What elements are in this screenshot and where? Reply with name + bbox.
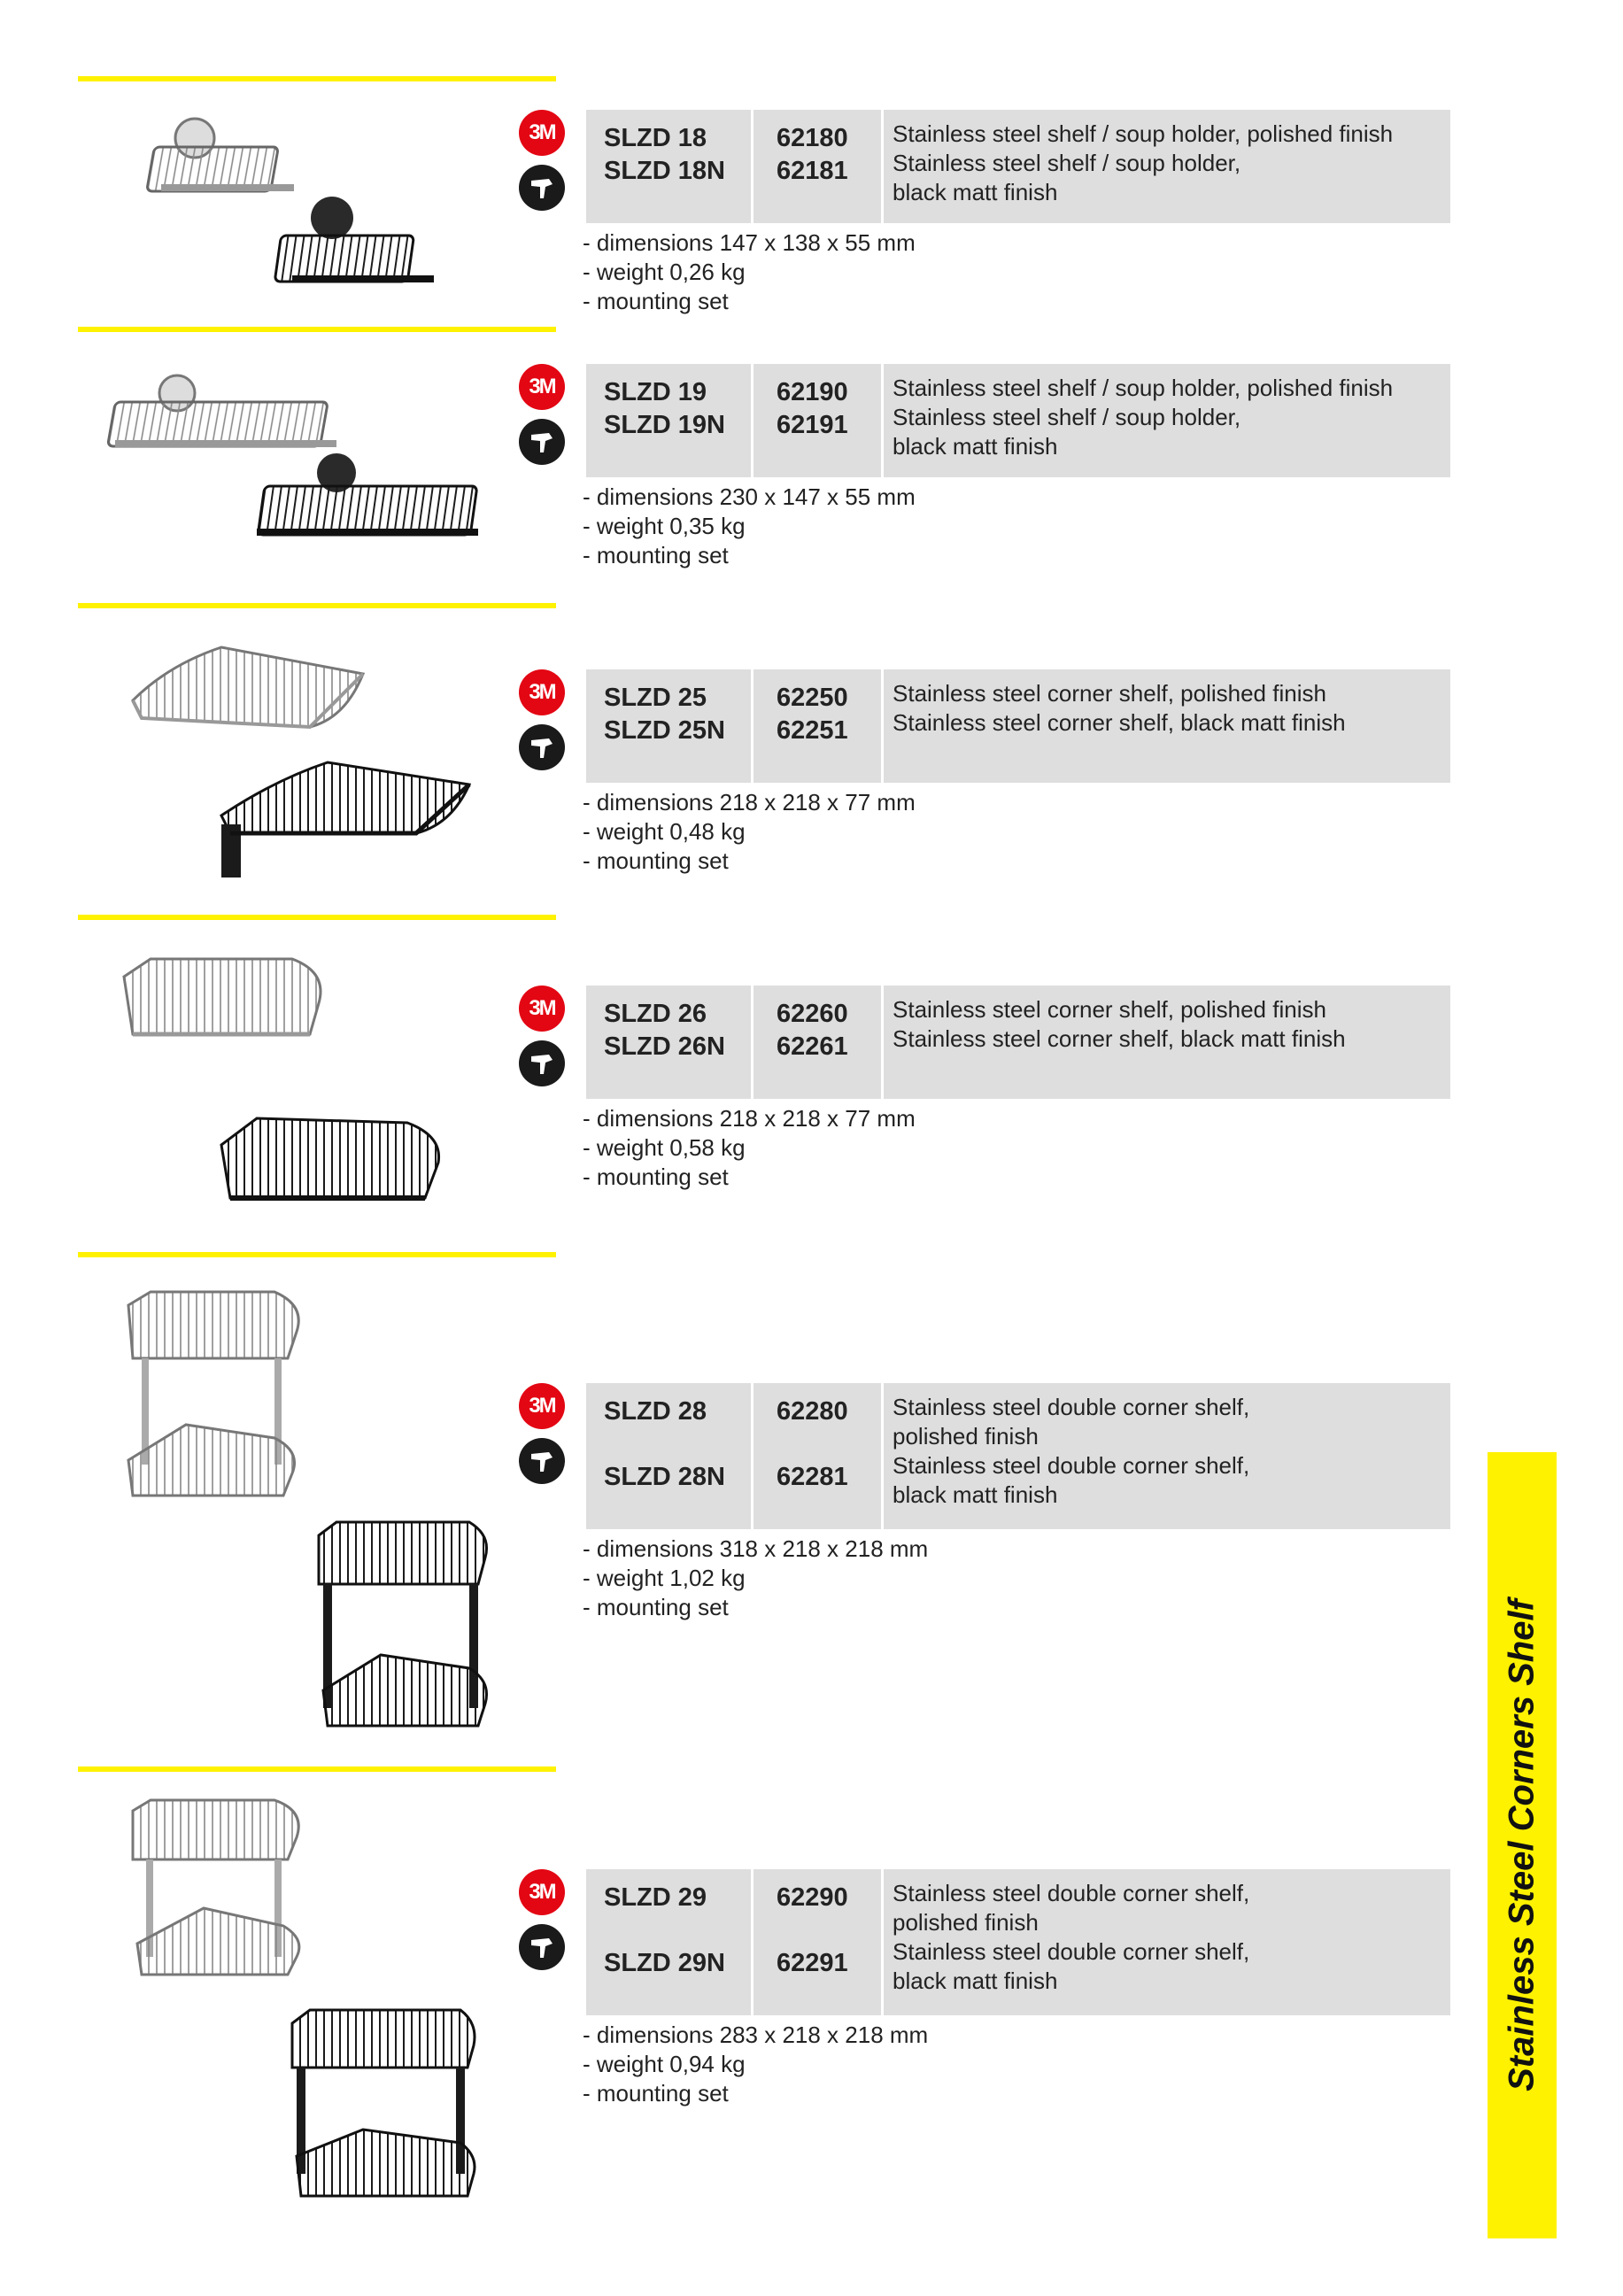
drill-icon [519, 724, 565, 770]
description-line: polished finish [893, 1909, 1039, 1936]
description-line: Stainless steel double corner shelf, [893, 1394, 1250, 1420]
3m-adhesive-icon: 3M [519, 364, 565, 410]
drill-icon [519, 1040, 565, 1086]
spec-dimensions: - dimensions 230 x 147 x 55 mm [583, 483, 916, 510]
product-description [893, 995, 1346, 1054]
product-specs [583, 788, 916, 876]
spec-mounting: - mounting set [583, 847, 729, 874]
product-code: SLZD 26N [604, 1032, 725, 1061]
product-image [97, 1283, 505, 1743]
article-number: 62261 [777, 1032, 848, 1061]
section-divider [78, 1252, 556, 1257]
section-title: Stainless Steel Corners Shelf [1502, 1599, 1542, 2091]
3m-adhesive-icon: 3M [519, 1869, 565, 1915]
product-description [893, 1879, 1249, 1996]
product-specs [583, 1104, 916, 1192]
product-specs [583, 2021, 928, 2108]
description-line: Stainless steel shelf / soup holder, polished finish [893, 375, 1394, 401]
spec-mounting: - mounting set [583, 288, 729, 314]
product-table [586, 1383, 1450, 1529]
drill-icon [519, 419, 565, 465]
product-image [97, 353, 505, 610]
drill-icon [519, 1924, 565, 1970]
article-number: 62280 [777, 1397, 848, 1426]
product-code: SLZD 25N [604, 716, 725, 745]
section-divider [78, 603, 556, 608]
product-description [893, 679, 1346, 738]
article-number: 62180 [777, 124, 848, 152]
product-table [586, 110, 1450, 223]
drill-icon [519, 1438, 565, 1484]
spec-dimensions: - dimensions 147 x 138 x 55 mm [583, 229, 916, 256]
product-image [97, 94, 505, 342]
description-line: Stainless steel corner shelf, black matt finish [893, 1025, 1346, 1052]
product-code: SLZD 28N [604, 1463, 725, 1491]
product-specs [583, 483, 916, 570]
product-code: SLZD 26 [604, 1000, 707, 1028]
3m-adhesive-icon: 3M [519, 1383, 565, 1429]
spec-mounting: - mounting set [583, 542, 729, 568]
description-line: Stainless steel corner shelf, black matt finish [893, 709, 1346, 736]
product-description [893, 374, 1393, 461]
product-code: SLZD 18 [604, 124, 707, 152]
product-code: SLZD 19N [604, 411, 725, 439]
description-line: Stainless steel double corner shelf, [893, 1938, 1250, 1965]
description-line: black matt finish [893, 1967, 1058, 1994]
product-table [586, 669, 1450, 783]
3m-adhesive-icon: 3M [519, 669, 565, 715]
spec-weight: - weight 0,26 kg [583, 259, 746, 285]
article-number: 62291 [777, 1949, 848, 1977]
drill-icon [519, 165, 565, 211]
product-code: SLZD 18N [604, 157, 725, 185]
product-specs [583, 1535, 928, 1622]
description-line: Stainless steel corner shelf, polished finish [893, 680, 1326, 707]
description-line: polished finish [893, 1423, 1039, 1449]
article-number: 62191 [777, 411, 848, 439]
description-line: Stainless steel double corner shelf, [893, 1880, 1250, 1906]
product-specs [583, 228, 916, 316]
article-number: 62260 [777, 1000, 848, 1028]
article-number: 62250 [777, 684, 848, 712]
spec-dimensions: - dimensions 218 x 218 x 77 mm [583, 789, 916, 816]
product-table [586, 364, 1450, 477]
description-line: Stainless steel corner shelf, polished finish [893, 996, 1326, 1023]
article-number: 62281 [777, 1463, 848, 1491]
product-code: SLZD 19 [604, 378, 707, 406]
article-number: 62190 [777, 378, 848, 406]
product-code: SLZD 29 [604, 1883, 707, 1912]
section-divider [78, 76, 556, 81]
spec-mounting: - mounting set [583, 2080, 729, 2107]
section-divider [78, 327, 556, 332]
section-side-tab [1488, 1452, 1557, 2238]
spec-weight: - weight 0,48 kg [583, 818, 746, 845]
spec-weight: - weight 1,02 kg [583, 1565, 746, 1591]
description-line: black matt finish [893, 1481, 1058, 1508]
product-image [97, 1793, 505, 2218]
product-image [97, 630, 505, 895]
product-table [586, 1869, 1450, 2015]
spec-dimensions: - dimensions 318 x 218 x 218 mm [583, 1535, 929, 1562]
product-description [893, 1393, 1249, 1510]
spec-mounting: - mounting set [583, 1594, 729, 1620]
product-code: SLZD 28 [604, 1397, 707, 1426]
description-line: Stainless steel shelf / soup holder, [893, 404, 1241, 430]
description-line: black matt finish [893, 179, 1058, 205]
article-number: 62181 [777, 157, 848, 185]
product-description [893, 120, 1393, 207]
description-line: black matt finish [893, 433, 1058, 460]
spec-dimensions: - dimensions 283 x 218 x 218 mm [583, 2022, 929, 2048]
3m-adhesive-icon: 3M [519, 986, 565, 1032]
section-divider [78, 1766, 556, 1772]
section-divider [78, 915, 556, 920]
product-code: SLZD 25 [604, 684, 707, 712]
article-number: 62251 [777, 716, 848, 745]
spec-weight: - weight 0,58 kg [583, 1134, 746, 1161]
description-line: Stainless steel shelf / soup holder, polished finish [893, 120, 1394, 147]
spec-mounting: - mounting set [583, 1163, 729, 1190]
article-number: 62290 [777, 1883, 848, 1912]
description-line: Stainless steel shelf / soup holder, [893, 150, 1241, 176]
product-table [586, 986, 1450, 1099]
description-line: Stainless steel double corner shelf, [893, 1452, 1250, 1479]
product-code: SLZD 29N [604, 1949, 725, 1977]
3m-adhesive-icon: 3M [519, 110, 565, 156]
spec-dimensions: - dimensions 218 x 218 x 77 mm [583, 1105, 916, 1132]
product-image [97, 941, 505, 1242]
spec-weight: - weight 0,35 kg [583, 513, 746, 539]
spec-weight: - weight 0,94 kg [583, 2051, 746, 2077]
